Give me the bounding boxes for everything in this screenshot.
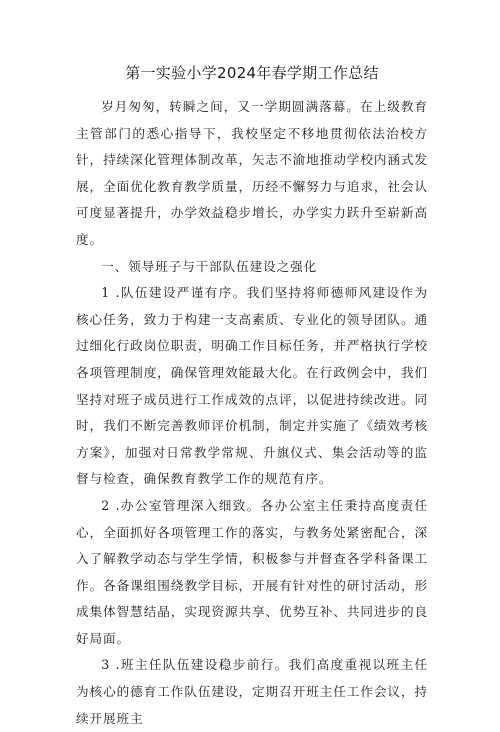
section-heading-leadership: 一、领导班子与干部队伍建设之强化	[101, 258, 318, 274]
document-title: 第一实验小学2024年春学期工作总结	[125, 64, 379, 82]
item-1-paragraph: 1 .队伍建设严谨有序。我们坚持将师德师风建设作为核心任务，致力于构建一支高素质、专业化的领导团队。通过细化行政岗位职责，明确工作目标任务，并严格执行学校各项管理制度，确保管理效能最大化。在行政例会中，我们坚持对班子成员进行工作成效的点评，以促进持续改进。同时，我们不断完善教师评价机制，制定并实施了《绩效考核方案》，加强对日常教学常规、升旗仪式、集会活动等的监督与检查，确保教育教学工作的规范有序。	[76, 285, 428, 487]
item-3-paragraph: 3 .班主任队伍建设稳步前行。我们高度重视以班主任为核心的德育工作队伍建设，定期召开班主任工作会议，持续开展班主	[76, 657, 428, 726]
intro-paragraph: 岁月匆匆，转瞬之间，又一学期圆满落幕。在上级教育主管部门的悉心指导下，我校坚定不移地贯彻依法治校方针，持续深化管理体制改革，矢志不渝地推动学校内涵式发展，全面优化教育教学质量，历经不懈努力与追求，社会认可度显著提升，办学效益稳步增长，办学实力跃升至崭新高度。	[76, 99, 428, 247]
item-2-paragraph: 2 .办公室管理深入细致。各办公室主任秉持高度责任心，全面抓好各项管理工作的落实，与教务处紧密配合，深入了解教学动态与学生学情，积极参与并督查各学科备课工作。各备课组围绕教学目标，开展有针对性的研讨活动，形成集体智慧结晶，实现资源共享、优势互补、共同进步的良好局面。	[76, 497, 428, 646]
